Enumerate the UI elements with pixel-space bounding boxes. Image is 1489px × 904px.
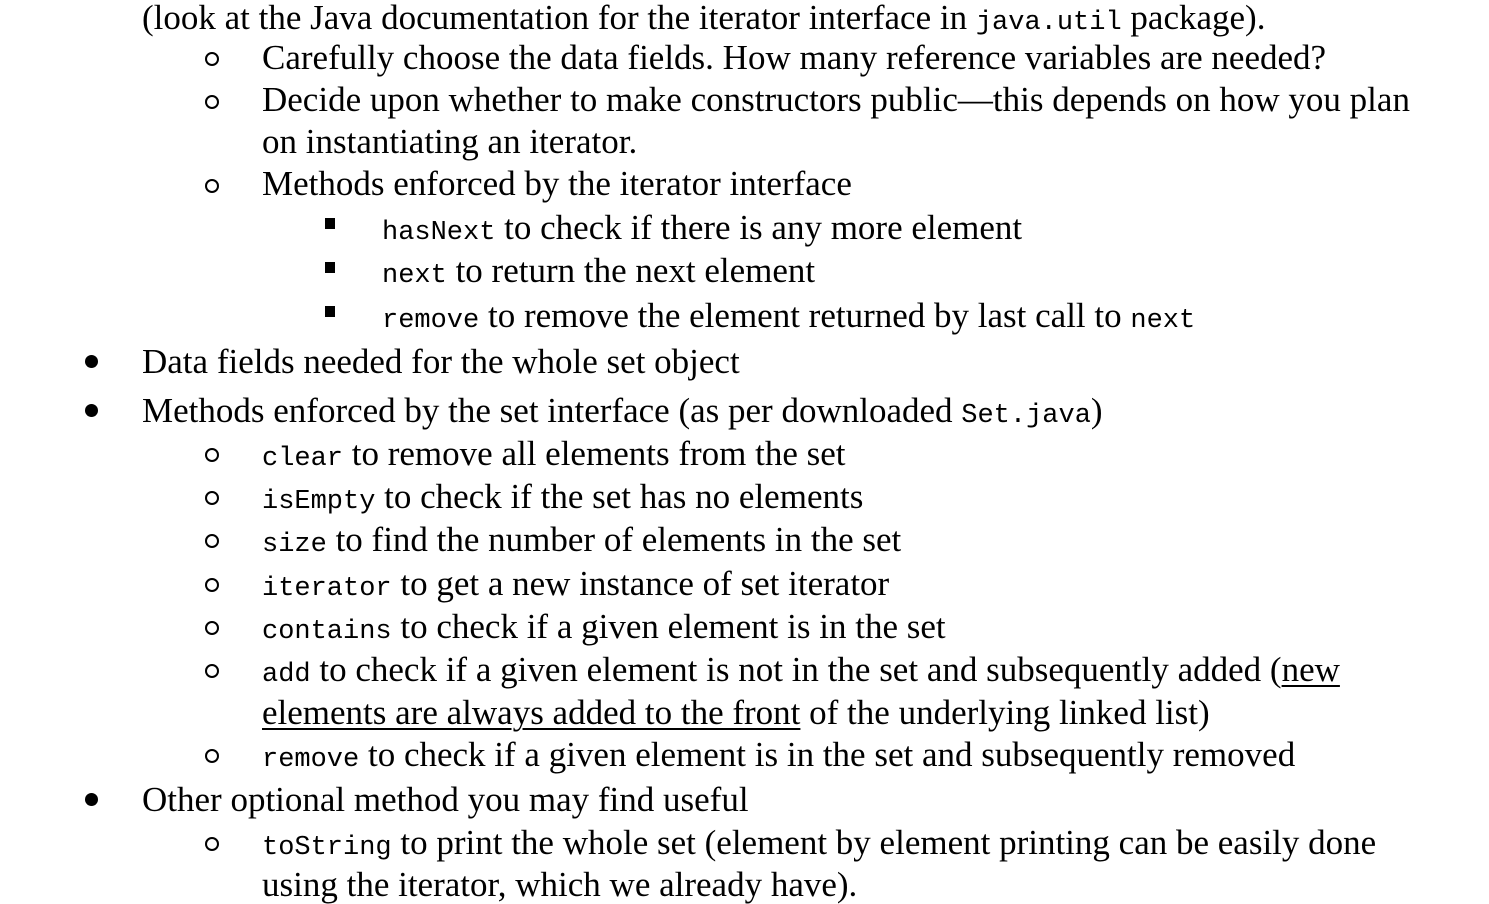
list-item — [262, 566, 889, 603]
list-item — [142, 782, 749, 817]
square-bullet-icon — [325, 262, 335, 273]
list-item-text: to check if a given element is not in the set and subsequently added ( — [310, 650, 1282, 689]
circle-bullet-icon — [205, 621, 219, 635]
list-item — [382, 253, 815, 290]
circle-bullet-icon — [205, 491, 219, 505]
list-item — [262, 166, 852, 201]
list-item — [262, 609, 946, 646]
circle-bullet-icon — [205, 664, 219, 678]
circle-bullet-icon — [205, 578, 219, 592]
code-remove: remove — [382, 306, 480, 336]
list-item-text: to find the number of elements in the set — [326, 520, 902, 559]
code-hasnext: hasNext — [382, 218, 496, 248]
intro-text-end: package). — [1121, 0, 1266, 37]
list-item — [262, 522, 901, 559]
circle-bullet-icon — [205, 837, 219, 851]
list-item-text: Data fields needed for the whole set object — [142, 342, 740, 381]
list-item — [262, 82, 1410, 117]
circle-bullet-icon — [205, 179, 219, 193]
circle-bullet-icon — [205, 749, 219, 763]
list-item — [382, 210, 1022, 247]
intro-text: (look at the Java documentation for the iterator interface in — [142, 0, 976, 37]
list-item-text: Carefully choose the data fields. How many reference variables are needed? — [262, 38, 1327, 77]
code-isempty: isEmpty — [262, 487, 376, 517]
list-item-continuation — [262, 867, 857, 902]
list-item — [262, 479, 863, 516]
list-item-text: on instantiating an iterator. — [262, 122, 638, 161]
list-item — [262, 737, 1295, 774]
disc-bullet-icon — [85, 355, 98, 368]
list-item — [382, 298, 1195, 335]
list-item-continuation — [262, 124, 637, 159]
list-item — [262, 652, 1340, 689]
list-item — [142, 393, 1103, 430]
square-bullet-icon — [325, 306, 335, 317]
list-item-text: to get a new instance of set iterator — [391, 564, 890, 603]
list-item — [262, 825, 1376, 862]
intro-line — [142, 0, 1265, 37]
list-item-text: to check if a given element is in the set — [391, 607, 946, 646]
list-item-text: Methods enforced by the iterator interface — [262, 164, 852, 203]
code-size: size — [262, 530, 327, 560]
list-item-text: Decide upon whether to make constructors public—this depends on how you plan — [262, 80, 1410, 119]
disc-bullet-icon — [85, 404, 98, 417]
code-next: next — [1130, 306, 1196, 336]
list-item-text: using the iterator, which we already have). — [262, 865, 858, 904]
list-item-text: to print the whole set (element by element printing can be easily done — [391, 823, 1377, 862]
underlined-text: elements are always added to the front — [262, 693, 801, 732]
circle-bullet-icon — [205, 448, 219, 462]
list-item-text: to remove all elements from the set — [343, 434, 846, 473]
list-item-text: to return the next element — [446, 251, 816, 290]
code-tostring: toString — [262, 833, 392, 863]
list-item — [142, 344, 740, 379]
code-remove: remove — [262, 745, 360, 775]
code-iterator: iterator — [262, 574, 392, 604]
list-item-text: Other optional method you may find useful — [142, 780, 749, 819]
code-clear: clear — [262, 444, 344, 474]
list-item-text: to check if there is any more element — [495, 208, 1023, 247]
list-item-text: to check if the set has no elements — [375, 477, 864, 516]
disc-bullet-icon — [85, 793, 98, 806]
circle-bullet-icon — [205, 534, 219, 548]
underlined-text: new — [1281, 650, 1340, 689]
list-item-continuation — [262, 695, 1210, 730]
code-java-util: java.util — [975, 8, 1122, 38]
list-item-text: of the underlying linked list) — [800, 693, 1210, 732]
list-item-text: to check if a given element is in the set and subsequently removed — [359, 735, 1296, 774]
circle-bullet-icon — [205, 95, 219, 109]
list-item-text: to remove the element returned by last call to — [479, 296, 1131, 335]
circle-bullet-icon — [205, 52, 219, 66]
list-item-text: ) — [1090, 391, 1103, 430]
square-bullet-icon — [325, 218, 335, 229]
code-set-java: Set.java — [961, 401, 1091, 431]
list-item — [262, 40, 1326, 75]
list-item — [262, 436, 846, 473]
code-contains: contains — [262, 617, 392, 647]
list-item-text: Methods enforced by the set interface (as per downloaded — [142, 391, 962, 430]
code-next: next — [382, 261, 447, 291]
code-add: add — [262, 660, 311, 690]
